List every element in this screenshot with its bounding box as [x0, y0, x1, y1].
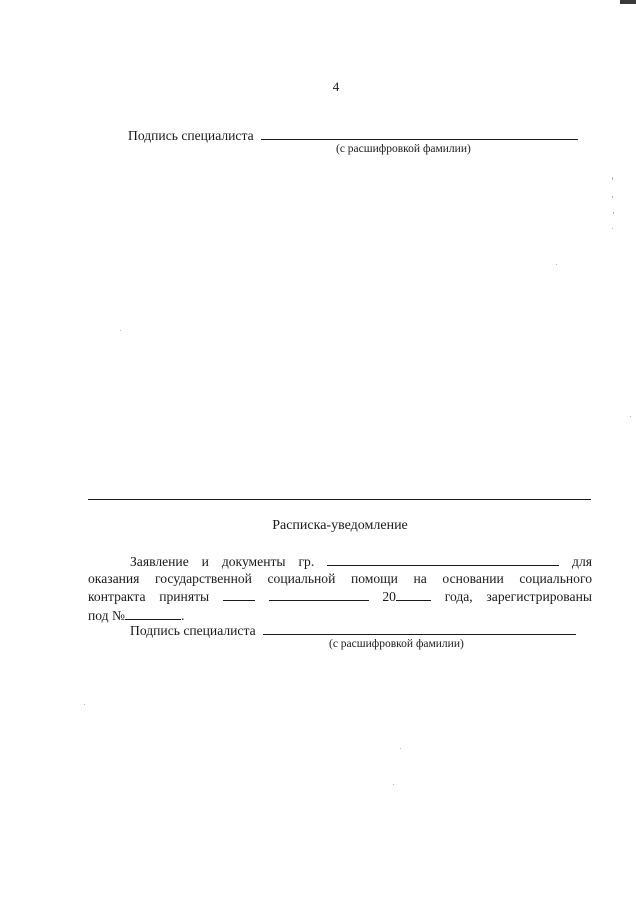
registration-number-label: под №: [88, 607, 125, 623]
page-number: 4: [332, 79, 340, 94]
top-signature-caption: (с расшифровкой фамилии): [336, 143, 471, 155]
scan-speck: [613, 212, 614, 214]
separator-line: [88, 499, 591, 500]
year-prefix: 20: [382, 589, 396, 605]
receipt-title: Расписка-уведомление: [272, 518, 408, 533]
month-blank: [269, 587, 369, 601]
year-blank: [396, 587, 431, 601]
scan-speck: [612, 228, 613, 229]
receipt-paragraph: [88, 552, 592, 624]
scan-speck: [84, 704, 85, 705]
receipt-line-3: [88, 587, 592, 605]
scan-speck: [120, 330, 121, 331]
scan-speck: [400, 748, 401, 749]
top-signature-label: Подпись специалиста: [128, 128, 254, 143]
scan-speck: [612, 177, 613, 180]
bottom-signature-line: [263, 622, 576, 635]
receipt-line-1-text: Заявление и документы гр.: [130, 554, 315, 569]
receipt-line-3-text: контракта приняты: [88, 589, 210, 605]
scan-speck: [393, 784, 394, 785]
registration-number-end: .: [180, 607, 185, 623]
receipt-line-1-end: для: [572, 554, 592, 569]
bottom-signature-label: Подпись специалиста: [130, 623, 256, 638]
day-blank: [223, 587, 255, 601]
receipt-line-1: [88, 552, 592, 570]
receipt-line-2: оказания государственной социальной помощи на основании социального: [88, 571, 592, 587]
bottom-signature-caption: (с расшифровкой фамилии): [329, 638, 464, 650]
year-field: [382, 589, 431, 604]
scan-speck: [556, 264, 557, 265]
scan-speck: [630, 416, 631, 417]
bottom-signature-row: [130, 622, 576, 639]
registration-number-blank: [125, 606, 181, 620]
scan-edge-mark: [620, 0, 636, 4]
top-signature-line: [261, 127, 578, 140]
applicant-name-blank: [327, 552, 559, 566]
receipt-line-3-end: года, зарегистрированы: [444, 589, 592, 605]
scan-speck: [612, 196, 613, 198]
top-signature-row: [128, 127, 578, 144]
